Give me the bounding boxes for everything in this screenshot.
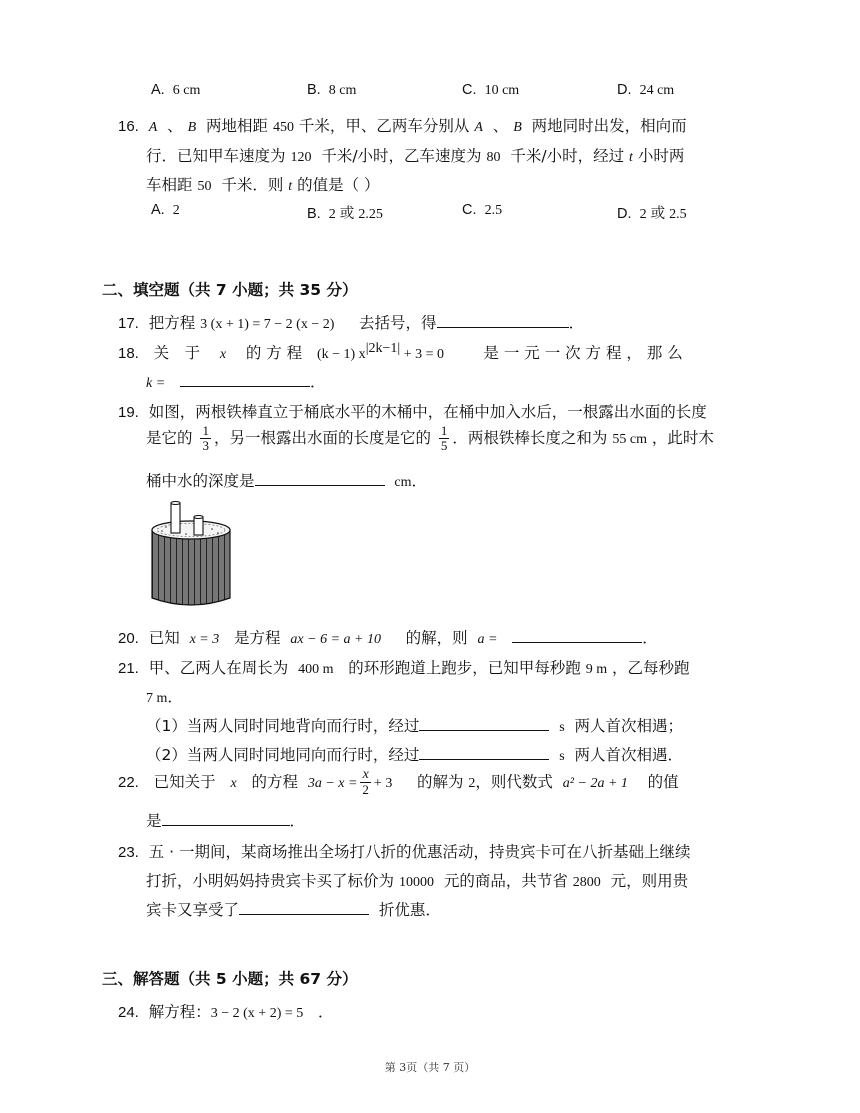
- q15-option-d: D. 24 cm: [617, 82, 675, 98]
- q23-line-3: 宾卡又享受了 折优惠．: [146, 898, 441, 920]
- fraction-x-over-2: $\frac{x}{2}$: [362, 767, 369, 797]
- q17: 17. 把方程 3 (x + 1) = 7 − 2 (x − 2) 去括号，得 ．: [118, 311, 584, 333]
- section-2-title: 二、填空题（共 7 小题；共 35 分）: [102, 281, 358, 299]
- answer-blank[interactable]: [437, 311, 569, 328]
- q21-line-1: 21. 甲、乙两人在周长为 400 m 的环形跑道上跑步，已知甲每秒跑 9 m ，乙每秒跑: [118, 659, 690, 677]
- q19-line-2: 是它的 $\frac{1}{3}$ ，另一根露出水面的长度是它的 $\frac{1}{5}$ ．两根铁棒长度之和为 55 cm ，此时木: [146, 423, 714, 453]
- q21-line-2: 7 m．: [146, 688, 183, 706]
- answer-blank[interactable]: [512, 626, 642, 643]
- fraction-one-third: $\frac{1}{3}$: [202, 423, 209, 453]
- answer-blank[interactable]: [419, 743, 549, 760]
- bucket-with-rods-figure: [146, 500, 236, 610]
- q21-sub-1: （1）当两人同时同地背向而行时，经过 s 两人首次相遇；: [146, 714, 683, 736]
- q18-line-1: 18. 关 于 x 的 方 程 (k − 1) $x^{|2k-1|} + 3 = 0$ 是 一 元 一 次 方 程 ， 那 么: [118, 341, 683, 363]
- q21-sub-2: （2）当两人同时同地同向而行时，经过 s 两人首次相遇．: [146, 743, 683, 765]
- answer-blank[interactable]: [239, 898, 369, 915]
- q20: 20. 已知 x = 3 是方程 ax − 6 = a + 10 的解，则 a = ．: [118, 626, 658, 648]
- q15-option-a: A. 6 cm: [151, 82, 201, 98]
- q15-option-c: C. 10 cm: [462, 82, 520, 98]
- page-footer: 第 3页（共 7 页）: [384, 1061, 476, 1074]
- answer-blank[interactable]: [162, 809, 290, 826]
- q23-line-1: 23. 五 · 一期间，某商场推出全场打八折的优惠活动，持贵宾卡可在八折基础上继续: [118, 843, 691, 861]
- q16-option-c: C. 2.5: [462, 202, 503, 218]
- q22-line-1: 22. 已知关于 x 的方程 3a − x = $\frac{x}{2}$ + 3 的解为 2，则代数式 a² − 2a + 1 的值: [118, 767, 679, 797]
- answer-blank[interactable]: [419, 714, 549, 731]
- fraction-one-fifth: $\frac{1}{5}$: [440, 423, 448, 453]
- q22-line-2: 是 ．: [146, 809, 305, 831]
- answer-blank[interactable]: [255, 469, 385, 486]
- q24: 24. 解方程：3 − 2 (x + 2) = 5 ．: [118, 1003, 334, 1021]
- q19-line-3: 桶中水的深度是 cm．: [146, 469, 427, 491]
- q15-option-b: B. 8 cm: [307, 82, 357, 98]
- q16-line-3: 车相距 50 千米．则 t 的值是（ ）: [146, 176, 380, 194]
- question-number: 16.: [118, 118, 139, 135]
- answer-blank[interactable]: [180, 370, 310, 387]
- q16-option-b: B. 2 或 2.25: [307, 206, 383, 222]
- section-3-title: 三、解答题（共 5 小题；共 67 分）: [102, 970, 358, 988]
- q19-line-1: 19. 如图，两根铁棒直立于桶底水平的木桶中，在桶中加入水后，一根露出水面的长度: [118, 403, 707, 421]
- q16-line-2: 行．已知甲车速度为 120 千米/小时，乙车速度为 80 千米/小时，经过 t 小时两: [146, 147, 685, 165]
- q18-line-2: k = ．: [146, 370, 325, 392]
- q16-option-d: D. 2 或 2.5: [617, 206, 687, 222]
- q16-option-a: A. 2: [151, 202, 180, 218]
- q16-line-1: 16. A 、 B 两地相距 450 千米，甲、乙两车分别从 A 、 B 两地同时出发，相向而: [118, 117, 687, 135]
- q23-line-2: 打折，小明妈妈持贵宾卡买了标价为 10000 元的商品，共节省 2800 元，则用贵: [146, 872, 689, 890]
